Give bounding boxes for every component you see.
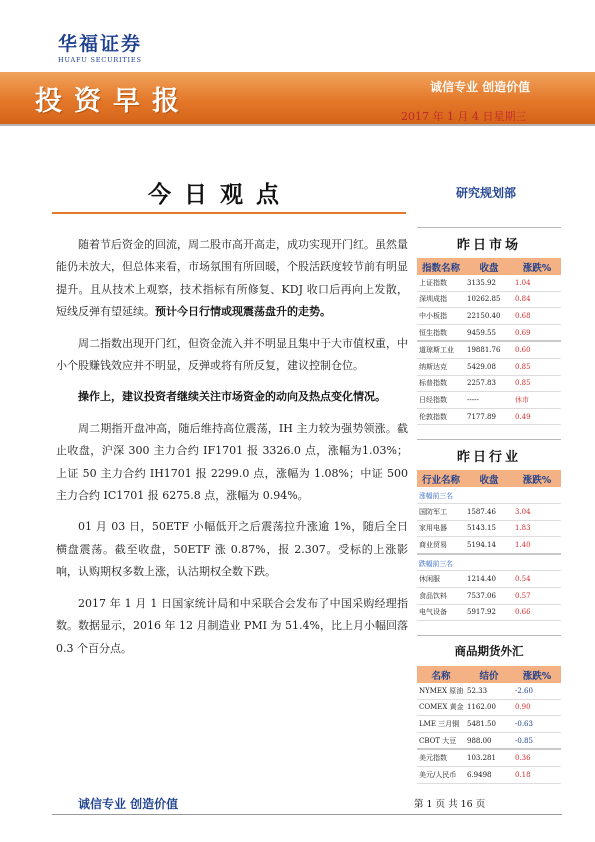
table-row: 纳斯达克 5429.08 0.85: [417, 358, 561, 375]
table-row: 美元/人民币 6.9498 0.18: [417, 767, 561, 784]
table-row: 日经指数 ----- 休市: [417, 392, 561, 409]
column-header: 结价: [465, 666, 513, 683]
page-number: 第 1 页 共 16 页: [414, 799, 486, 810]
futures-section-title: 商品期货外汇: [417, 635, 561, 666]
table-row: 电气设备 5917.92 0.66: [417, 604, 561, 621]
table-row: 深圳成指 10262.85 0.84: [417, 291, 561, 308]
column-header: 收盘: [465, 470, 513, 487]
industry-section-title: 昨日行业: [417, 439, 561, 470]
table-row: 伦敦指数 7177.89 0.49: [417, 408, 561, 425]
article-body: [56, 234, 408, 669]
section-title: 今日观点: [148, 181, 292, 208]
section-divider: [52, 212, 406, 214]
forecast-highlight: 预计今日行情或现震荡盘升的走势。: [155, 305, 331, 319]
paragraph-options: 01 月 03 日，50ETF 小幅低开之后震荡拉升涨逾 1%，随后全日横盘震荡。截至收盘，50ETF 涨 0.87%，报 2.307。受标的上涨影响，认购期权多数上涨，认沽期权全数下跌。: [56, 520, 408, 579]
column-header: 涨跌%: [513, 666, 561, 683]
column-header: 指数名称: [417, 258, 465, 275]
report-title: 投资早报: [35, 86, 191, 117]
footer-divider: [52, 814, 562, 815]
industry-table: [417, 470, 561, 621]
table-row: 休闲服 1214.40 0.54: [417, 571, 561, 588]
logo-chinese-name: 华福证券: [58, 33, 143, 55]
logo-english-name: HUAFU SECURITIES: [58, 56, 142, 64]
table-row: CBOT 大豆 988.00 -0.85: [417, 732, 561, 749]
column-header: 行业名称: [417, 470, 465, 487]
header-slogan: 诚信专业 创造价值: [430, 80, 531, 94]
table-row: COMEX 黄金 1162.00 0.90: [417, 699, 561, 716]
table-row: 美元指数 103.281 0.36: [417, 749, 561, 766]
paragraph-operation: 操作上，建议投资者继续关注市场资金的动向及热点变化情况。: [78, 390, 386, 404]
paragraph-market-view: 随着节后资金的回流，周二股市高开高走，成功实现开门红。虽然量能仍未放大，但总体来看，市场氛围有所回暖，个股活跃度较节前有明显提升。且从技术上观察，技术指标有所修复、KDJ 收口后再向上发散，短线反弹有望延续。预计今日行情或现震荡盘升的走势。: [56, 238, 408, 319]
sidebar: [417, 227, 561, 784]
group-label-row: 跌幅前三名: [417, 554, 561, 571]
company-logo: [58, 34, 168, 64]
table-row: 标普指数 2257.83 0.85: [417, 375, 561, 392]
header-divider: [0, 124, 595, 126]
column-header: 涨跌%: [513, 258, 561, 275]
column-header: 涨跌%: [513, 470, 561, 487]
column-header: 名称: [417, 666, 465, 683]
table-row: 家用电器 5143.15 1.83: [417, 520, 561, 537]
column-header: 收盘: [465, 258, 513, 275]
department-name: 研究规划部: [456, 186, 517, 200]
report-date: 2017 年 1 月 4 日星期三: [401, 110, 527, 123]
table-row: 食品饮料 7537.06 0.57: [417, 587, 561, 604]
table-row: LME 三月铜 5481.50 -0.63: [417, 716, 561, 733]
paragraph-futures: 周二期指开盘冲高，随后维持高位震荡，IH 主力较为强势领涨。截止收盘，沪深 300 主力合约 IF1701 报 3326.0 点，涨幅为1.03%；上证 50 主力合约 IH1701 报 2299.0 点，涨幅为 1.08%；中证 500 主力合约 IC1701 报 6275.8 点，涨幅为 0.94%。: [56, 421, 408, 503]
market-section-title: 昨日市场: [417, 227, 561, 258]
table-row: 中小板指 22150.40 0.68: [417, 308, 561, 325]
table-row: NYMEX 原油 52.33 -2.60: [417, 683, 561, 699]
market-table: [417, 258, 561, 425]
footer-slogan: 诚信专业 创造价值: [78, 797, 179, 811]
paragraph-position-advice: 周二指数出现开门红，但资金流入并不明显且集中于大市值权重，中小个股赚钱效应并不明显，反弹或将有所反复，建议控制仓位。: [56, 336, 408, 373]
table-row: 道琼斯工业 19881.76 0.60: [417, 341, 561, 358]
table-row: 上证指数 3135.92 1.04: [417, 275, 561, 291]
paragraph-pmi: 2017 年 1 月 1 日国家统计局和中采联合会发布了中国采购经理指数。数据显示，2016 年 12 月制造业 PMI 为 51.4%，比上月小幅回落 0.3 个百分点。: [56, 596, 408, 655]
table-row: 国防军工 1587.46 3.04: [417, 503, 561, 520]
group-label-row: 涨幅前三名: [417, 487, 561, 503]
futures-table: [417, 666, 561, 784]
table-row: 恒生指数 9459.55 0.69: [417, 324, 561, 341]
table-row: 商业贸易 5194.14 1.40: [417, 537, 561, 554]
